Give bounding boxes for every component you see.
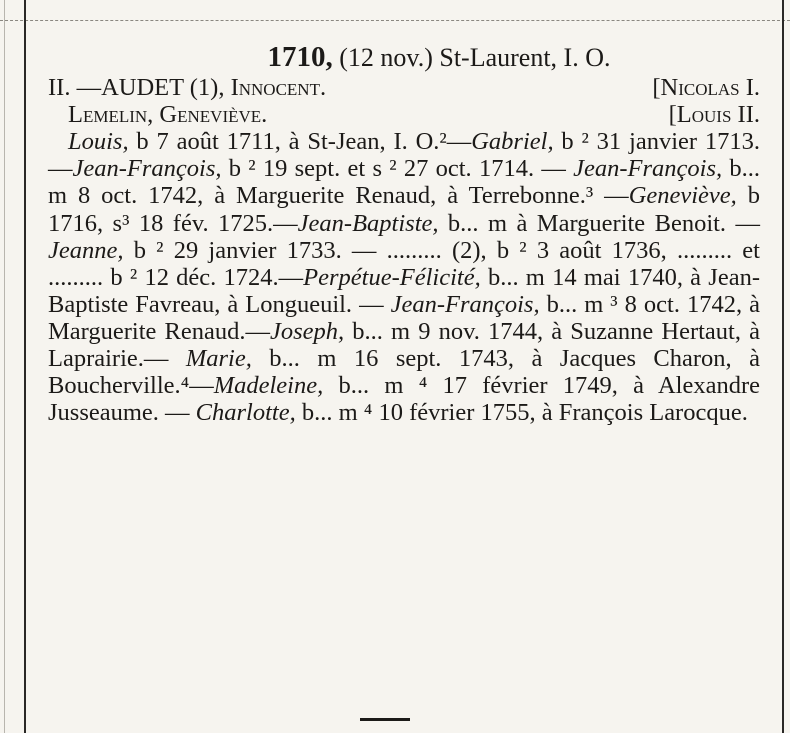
- child-name: Jean-François,: [573, 155, 723, 183]
- child-details: b ² 19 sept. et s ² 27 oct. 1714. —: [221, 155, 574, 183]
- marriage-year: 1710,: [267, 41, 333, 73]
- child-details: b... m ⁴ 10 février 1755, à François Larocque.: [295, 399, 748, 427]
- child-name: Gabriel,: [471, 128, 554, 156]
- genealogy-entry: [48, 41, 760, 427]
- child-details: b... m 16 sept. 1743, à Jacques Charon, à Boucherville.⁴—: [48, 345, 760, 400]
- child-name: Jean-François,: [390, 290, 540, 318]
- child-name: Joseph,: [270, 317, 345, 345]
- child-name: Louis,: [68, 128, 129, 156]
- child-name: Geneviève,: [628, 182, 737, 210]
- husband-line: [48, 74, 760, 101]
- left-column-rule: [24, 0, 26, 733]
- child-details: b 1716, s³ 18 fév. 1725.—: [48, 182, 760, 237]
- marriage-place: St-Laurent, I. O.: [439, 43, 611, 72]
- child-details: b... m 8 oct. 1742, à Marguerite Renaud, à Terrebonne.³ —: [48, 155, 760, 210]
- top-cut-line: [0, 20, 790, 21]
- husband-given-name: Innocent.: [230, 74, 327, 102]
- children-paragraph: [48, 128, 760, 426]
- child-name: Madeleine,: [213, 372, 324, 400]
- child-details: b... m 9 nov. 1744, à Suzanne Hertaut, à Laprairie.—: [48, 317, 760, 373]
- child-details: b... m ⁴ 17 février 1749, à Alexandre Jusseaume. —: [48, 372, 760, 427]
- child-details: b 7 août 1711, à St-Jean, I. O.²—: [128, 128, 472, 156]
- child-details: b... m 14 mai 1740, à Jean-Baptiste Favreau, à Longueuil. —: [48, 263, 760, 318]
- child-name: Jean-François,: [72, 155, 222, 183]
- right-column-rule: [782, 0, 784, 733]
- wife-name: Lemelin, Geneviève.: [68, 101, 268, 129]
- child-details: b ² 29 janvier 1733. — ......... (2), b ² 3 août 1736, ......... et ......... b ² 12 déc. 1724.—: [48, 236, 760, 291]
- child-name: Jean-Baptiste,: [297, 209, 439, 237]
- entry-heading: [48, 41, 760, 73]
- child-details: b... m ³ 8 oct. 1742, à Marguerite Renaud.—: [48, 290, 760, 345]
- generation-number: II.: [48, 74, 71, 102]
- left-margin-line: [4, 0, 5, 733]
- child-details: b... m à Marguerite Benoit. —: [438, 209, 760, 237]
- child-details: b ² 31 janvier 1713.—: [48, 128, 760, 183]
- husband-surname: —AUDET (1),: [76, 74, 225, 102]
- wife-father-reference: [Louis II.: [668, 101, 760, 129]
- child-name: Marie,: [185, 345, 252, 373]
- wife-line: [48, 101, 760, 128]
- child-name: Perpétue-Félicité,: [303, 263, 481, 291]
- husband-father-reference: [Nicolas I.: [652, 74, 760, 102]
- marriage-date: (12 nov.): [339, 43, 433, 72]
- child-name: Charlotte,: [195, 399, 296, 427]
- section-separator: [360, 718, 410, 721]
- child-name: Jeanne,: [48, 236, 124, 264]
